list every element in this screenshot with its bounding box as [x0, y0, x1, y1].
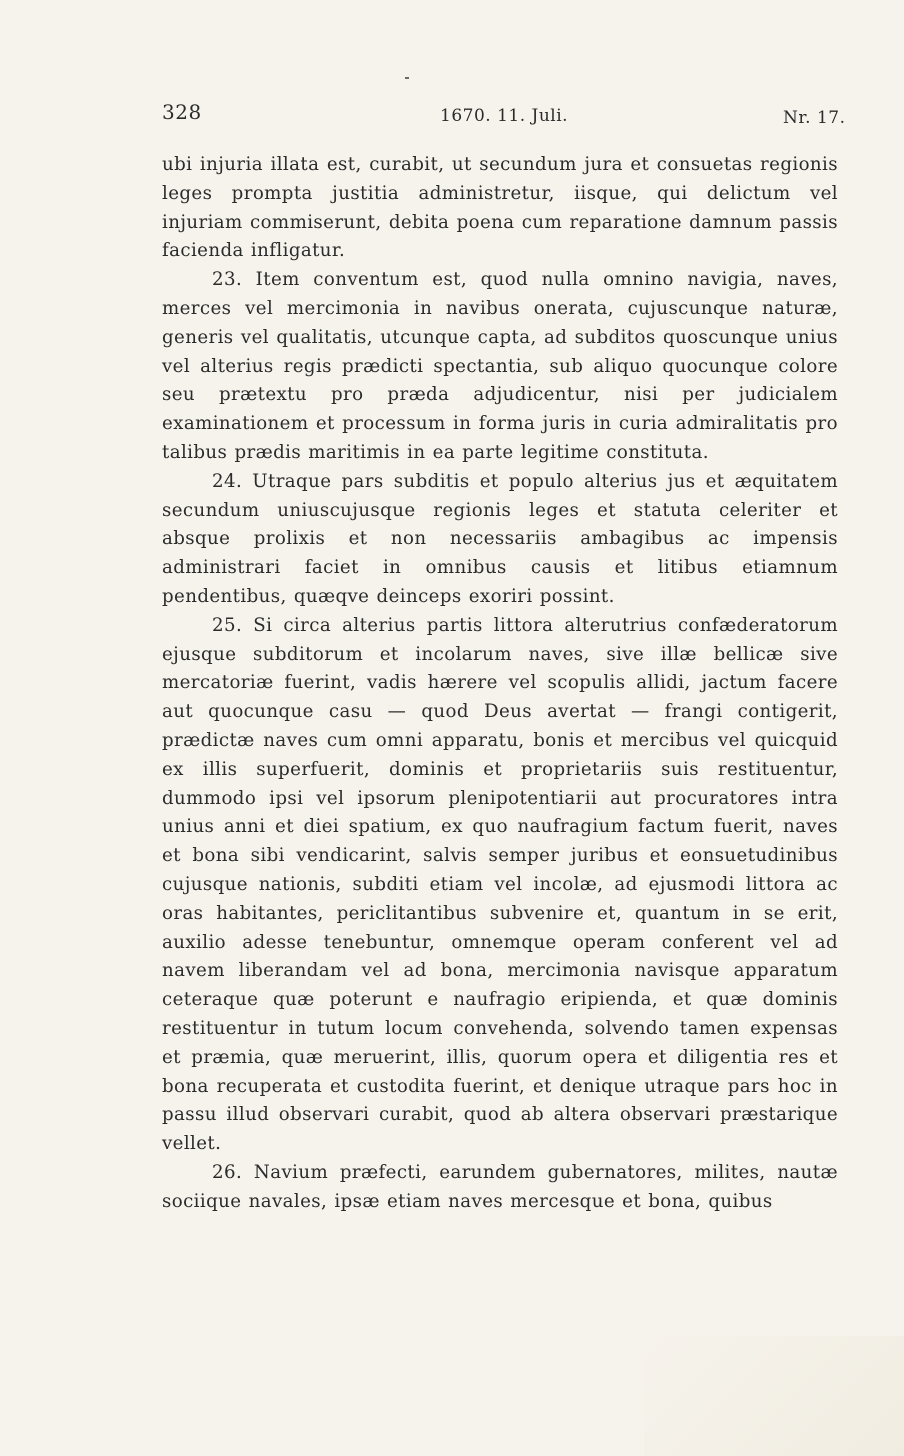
- paragraph-continuation: [162, 151, 838, 266]
- body-text: [162, 151, 838, 1216]
- paragraph-number: 25.: [212, 614, 243, 636]
- paragraph-25: [162, 612, 838, 1159]
- print-mark: [405, 77, 409, 79]
- paragraph-number: 23.: [212, 269, 243, 291]
- paragraph-number: 26.: [212, 1161, 243, 1183]
- page-number: 328: [162, 100, 202, 124]
- paragraph-23: [162, 266, 838, 468]
- paragraph-text: Item conventum est, quod nulla omnino navigia, naves, merces vel mercimonia in navibus onerata, cujuscunque naturæ, generis vel qualitatis, utcunque capta, ad subditos quoscunque unius vel alterius regis prædicti spectantia, sub aliquo quocunque colore seu prætextu pro præda adjudicentur, nisi per judicialem examinationem et processum in forma juris in curia admiralitatis pro talibus prædis maritimis in ea parte legitime constituta.: [162, 269, 838, 463]
- running-date: 1670. 11. Juli.: [440, 106, 569, 126]
- paragraph-text: Si circa alterius partis littora alterutrius confæderatorum ejusque subditorum et incolarum naves, sive illæ bellicæ sive mercatoriæ fuerint, vadis hærere vel scopulis allidi, jactum facere aut quocunque casu — quod Deus avertat — frangi contigerit, prædictæ naves cum omni apparatu, bonis et mercibus vel quicquid ex illis superfuerit, dominis et proprietariis suis restituentur, dummodo ipsi vel ipsorum plenipotentiarii aut procuratores intra unius anni et diei spatium, ex quo naufragium factum fuerit, naves et bona sibi vendicarint, salvis semper juribus et eonsuetudinibus cujusque nationis, subditi etiam vel incolæ, ad ejusmodi littora ac oras habitantes, periclitantibus subvenire et, quantum in se erit, auxilio adesse tenebuntur, omnemque operam conferent vel ad navem liberandam vel ad bona, mercimonia navisque apparatum ceteraque quæ poterunt e naufragio eripienda, et quæ dominis restituentur in tutum locum convehenda, solvendo tamen expensas et præmia, quæ meruerint, illis, quorum opera et diligentia res et bona recuperata et custodita fuerint, et denique utraque pars hoc in passu illud observari curabit, quod ab altera observari præstarique vellet.: [162, 614, 839, 1155]
- document-number: Nr. 17.: [783, 108, 846, 128]
- paragraph-number: 24.: [212, 470, 243, 492]
- paragraph-text: ubi injuria illata est, curabit, ut secundum jura et consuetas regionis leges prompta justitia administretur, iisque, qui delictum vel injuriam commiserunt, debita poena cum reparatione damnum passis facienda infligatur.: [162, 154, 838, 262]
- page-header: [0, 0, 904, 140]
- paragraph-text: Utraque pars subditis et populo alterius jus et æquitatem secundum uniuscujusque regionis leges et statuta celeriter et absque prolixis et non necessariis ambagibus ac impensis administrari faciet in omnibus causis et litibus etiamnum pendentibus, quæqve deinceps exoriri possint.: [162, 470, 838, 607]
- paper-stain: [644, 1336, 904, 1456]
- paragraph-26: [162, 1159, 838, 1217]
- paragraph-text: Navium præfecti, earundem gubernatores, milites, nautæ sociique navales, ipsæ etiam naves mercesque et bona, quibus: [162, 1161, 838, 1212]
- paragraph-24: [162, 468, 838, 612]
